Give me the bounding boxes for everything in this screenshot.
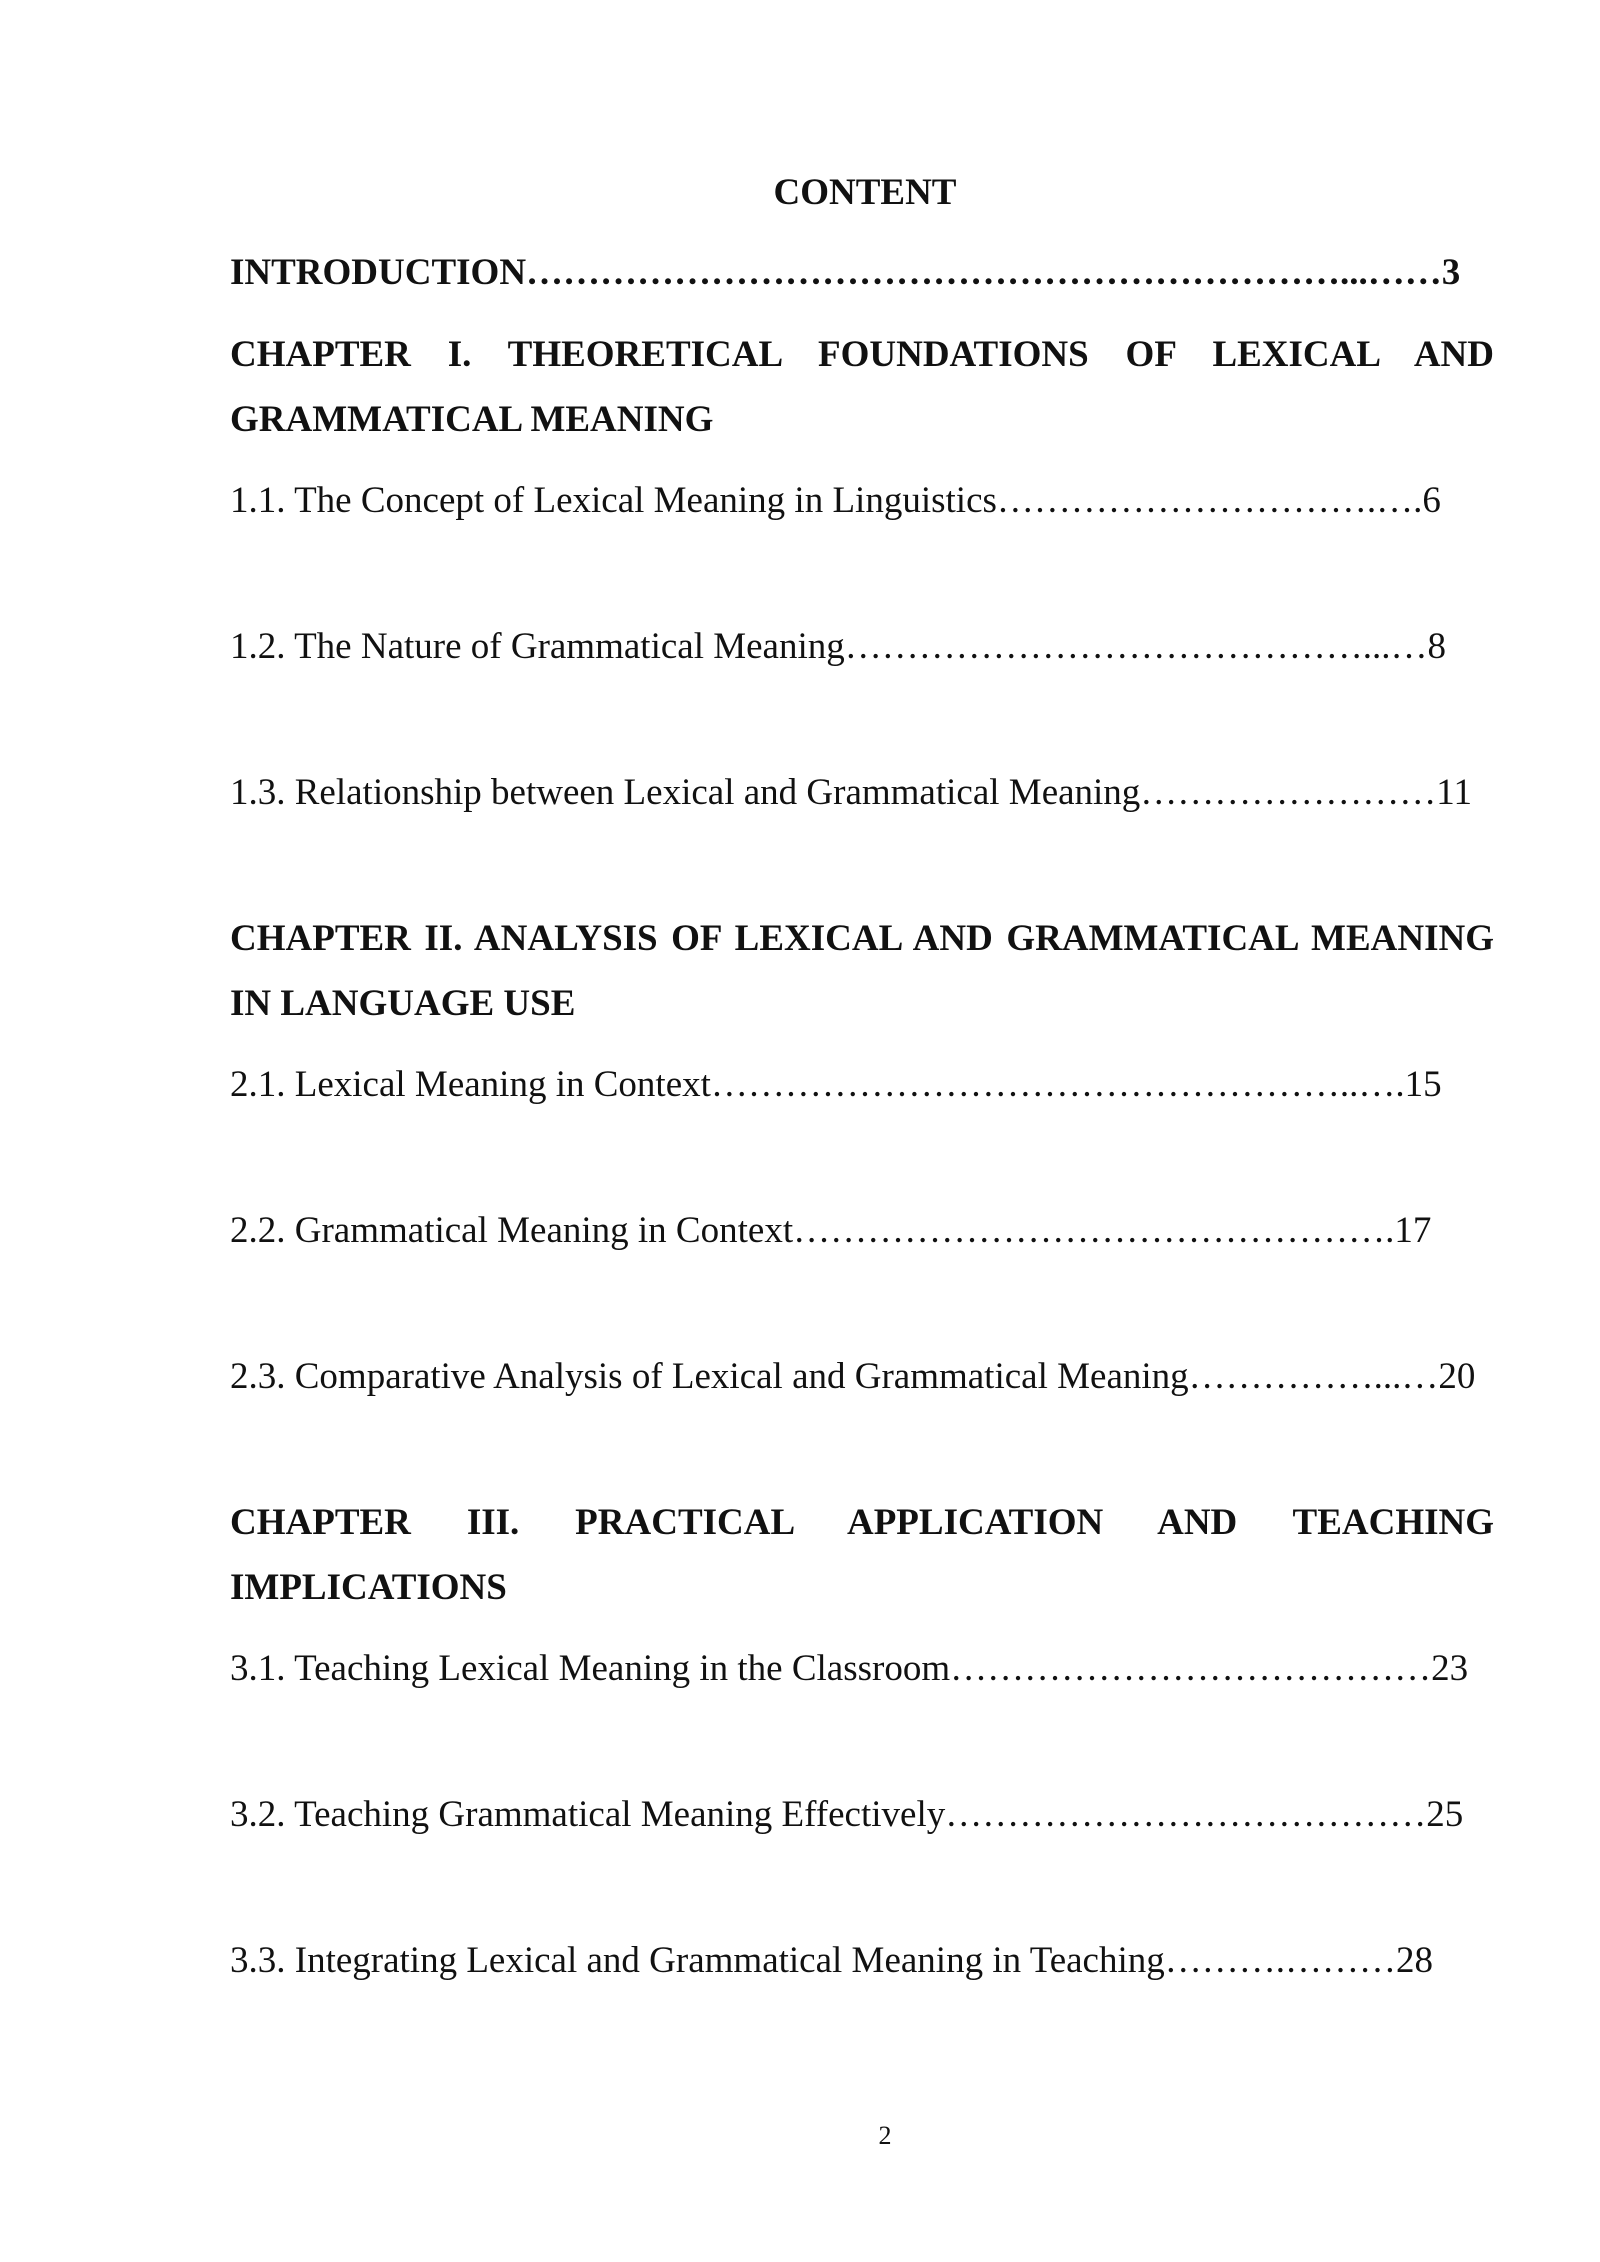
page-title: CONTENT	[773, 172, 957, 213]
toc-entry-3-2: 3.2. Teaching Grammatical Meaning Effectively…………………………………25	[230, 1794, 1464, 1835]
toc-entry-2-2: 2.2. Grammatical Meaning in Context………………………………………….17	[230, 1210, 1432, 1251]
toc-chapter-2-heading: CHAPTER II. ANALYSIS OF LEXICAL AND GRAMMATICAL MEANING IN LANGUAGE USE	[230, 918, 1494, 1024]
page-number: 2	[878, 2121, 892, 2150]
toc-entry-2-1: 2.1. Lexical Meaning in Context……………………………………………..….15	[230, 1064, 1442, 1105]
toc-entry-3-3: 3.3. Integrating Lexical and Grammatical Meaning in Teaching……….………28	[230, 1940, 1434, 1981]
toc-chapter-1-heading: CHAPTER I. THEORETICAL FOUNDATIONS OF LEXICAL AND GRAMMATICAL MEANING	[230, 334, 1494, 440]
toc-entry-1-2: 1.2. The Nature of Grammatical Meaning……………………………………...…8	[230, 626, 1446, 667]
toc-entry-1-3: 1.3. Relationship between Lexical and Grammatical Meaning……………………11	[230, 772, 1472, 813]
toc-introduction: INTRODUCTION…………………………………………………………...……3	[230, 252, 1461, 293]
toc-entry-3-1: 3.1. Teaching Lexical Meaning in the Classroom…………………………………23	[230, 1648, 1469, 1689]
toc-entry-2-3: 2.3. Comparative Analysis of Lexical and Grammatical Meaning……………...…20	[230, 1356, 1476, 1397]
toc-chapter-3-heading: CHAPTER III. PRACTICAL APPLICATION AND TEACHING IMPLICATIONS	[230, 1502, 1494, 1608]
toc-entry-1-1: 1.1. The Concept of Lexical Meaning in Linguistics………………………….….6	[230, 480, 1441, 521]
